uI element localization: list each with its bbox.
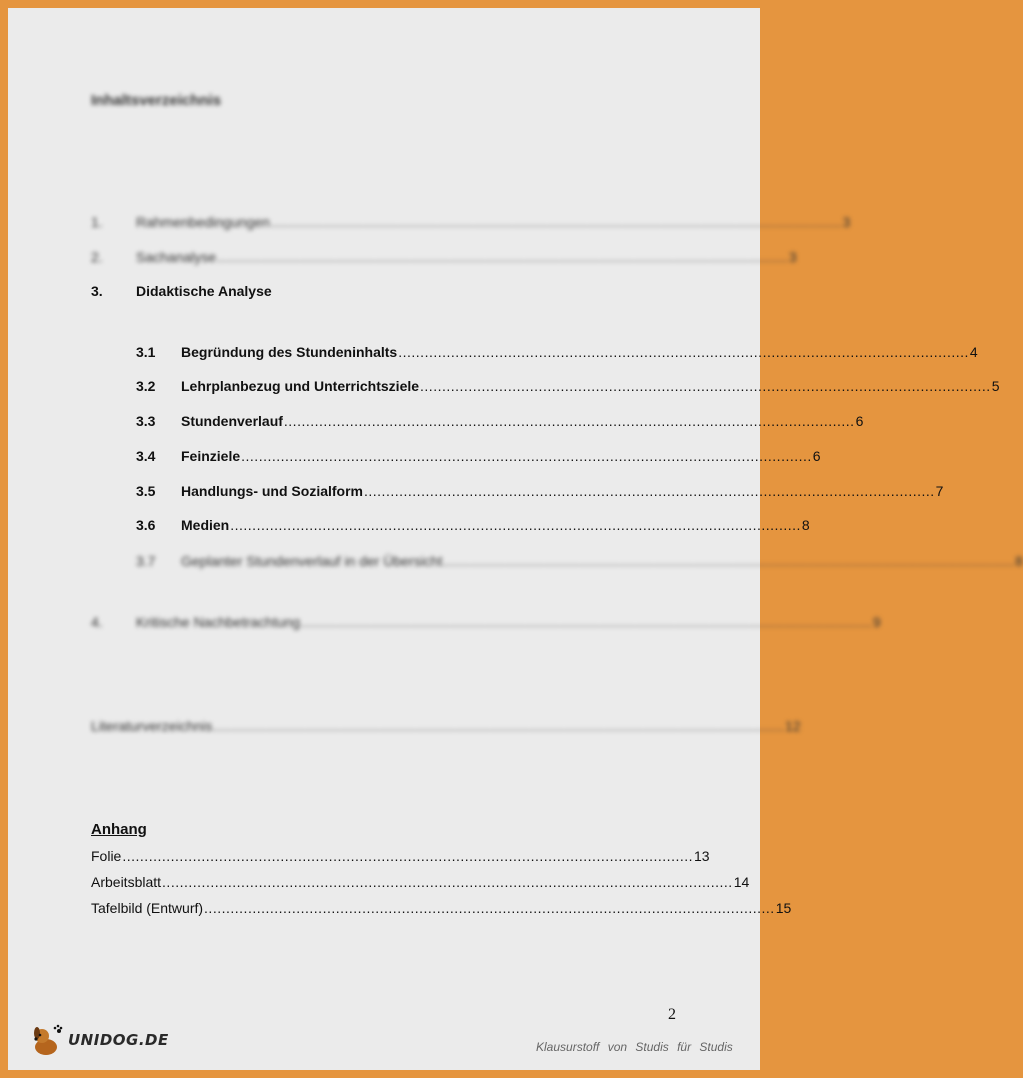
leader-dots: .................................................................................................................................. [241,448,812,464]
toc-label: Geplanter Stundenverlauf in der Übersicht [181,553,443,569]
leader-dots: .................................................................................................................................. [204,900,775,916]
toc-label: Lehrplanbezug und Unterrichtsziele [181,378,420,394]
logo-text: UNIDOG.DE [68,1031,169,1049]
dog-icon [30,1023,64,1057]
anhang-title: Anhang [91,821,147,838]
toc-label: Rahmenbedingungen [136,214,270,230]
leader-dots: .................................................................................................................................. [443,553,1015,569]
anhang-label: Tafelbild (Entwurf) [91,900,204,916]
toc-entry-3-2 [136,378,1000,394]
toc-label: Feinziele [181,448,241,464]
toc-page: 9 [872,614,881,630]
toc-number: 1. [91,214,103,230]
toc-page: 6 [855,413,864,429]
toc-page: 12 [785,718,801,734]
toc-number: 3.1 [136,344,156,360]
toc-page: 7 [935,483,944,499]
toc-label: Begründung des Stundeninhalts [181,344,398,360]
toc-entry-4 [91,614,881,630]
leader-dots: .................................................................................................................................. [364,483,935,499]
leader-dots: .................................................................................................................................. [283,413,855,429]
toc-page: 8 [801,517,810,533]
anhang-label: Arbeitsblatt [91,874,162,890]
toc-number: 3.3 [136,413,156,429]
toc-entry-3-6 [136,517,810,533]
toc-page: 4 [969,344,978,360]
toc-entry-3-7 [136,553,1023,569]
toc-entry-1 [91,214,851,230]
leader-dots: .................................................................................................................................. [122,848,694,864]
leader-dots: .................................................................................................................................. [398,344,969,360]
toc-number: 3.2 [136,378,156,394]
toc-entry-3-3 [136,413,864,429]
toc-label: Literaturverzeichnis [91,718,213,734]
toc-page: 3 [842,214,851,230]
leader-dots: .................................................................................................................................. [213,718,785,734]
toc-number: 3. [91,283,103,299]
toc-label: Handlungs- und Sozialform [181,483,363,499]
toc-number: 2. [91,249,103,265]
page-number: 2 [668,1006,676,1023]
toc-number: 3.4 [136,448,156,464]
toc-page: 8 [1015,553,1023,569]
leader-dots: .................................................................................................................................. [217,249,788,265]
toc-entry-2 [91,249,797,265]
toc-number: 3.5 [136,483,156,499]
unidog-logo [30,1023,169,1057]
toc-label: Didaktische Analyse [136,283,272,299]
anhang-label: Folie [91,848,122,864]
toc-page: 5 [991,378,1000,394]
leader-dots: .................................................................................................................................. [420,378,991,394]
toc-entry-3-5 [136,483,944,499]
toc-number: 3.6 [136,517,156,533]
anhang-item-folie [91,848,710,864]
toc-label: Stundenverlauf [181,413,283,429]
toc-label: Kritische Nachbetrachtung [136,614,301,630]
toc-page: 6 [812,448,821,464]
toc-label: Medien [181,517,230,533]
anhang-item-arbeitsblatt [91,874,750,890]
leader-dots: .................................................................................................................................. [270,214,842,230]
footer-tagline: Klausurstoff von Studis für Studis [536,1040,733,1054]
toc-number: 3.7 [136,553,156,569]
toc-entry-literatur [91,718,801,734]
toc-page: 3 [788,249,797,265]
leader-dots: .................................................................................................................................. [162,874,733,890]
leader-dots: .................................................................................................................................. [230,517,801,533]
anhang-page: 14 [733,874,750,890]
toc-heading: Inhaltsverzeichnis [91,92,222,109]
toc-label: Sachanalyse [136,249,217,265]
toc-number: 4. [91,614,103,630]
anhang-item-tafelbild [91,900,792,916]
anhang-page: 13 [694,848,710,864]
anhang-page: 15 [775,900,792,916]
document-page [8,8,1023,1070]
toc-entry-3 [91,283,677,299]
toc-entry-3-1 [136,344,978,360]
leader-dots: .................................................................................................................................. [301,614,872,630]
toc-entry-3-4 [136,448,821,464]
